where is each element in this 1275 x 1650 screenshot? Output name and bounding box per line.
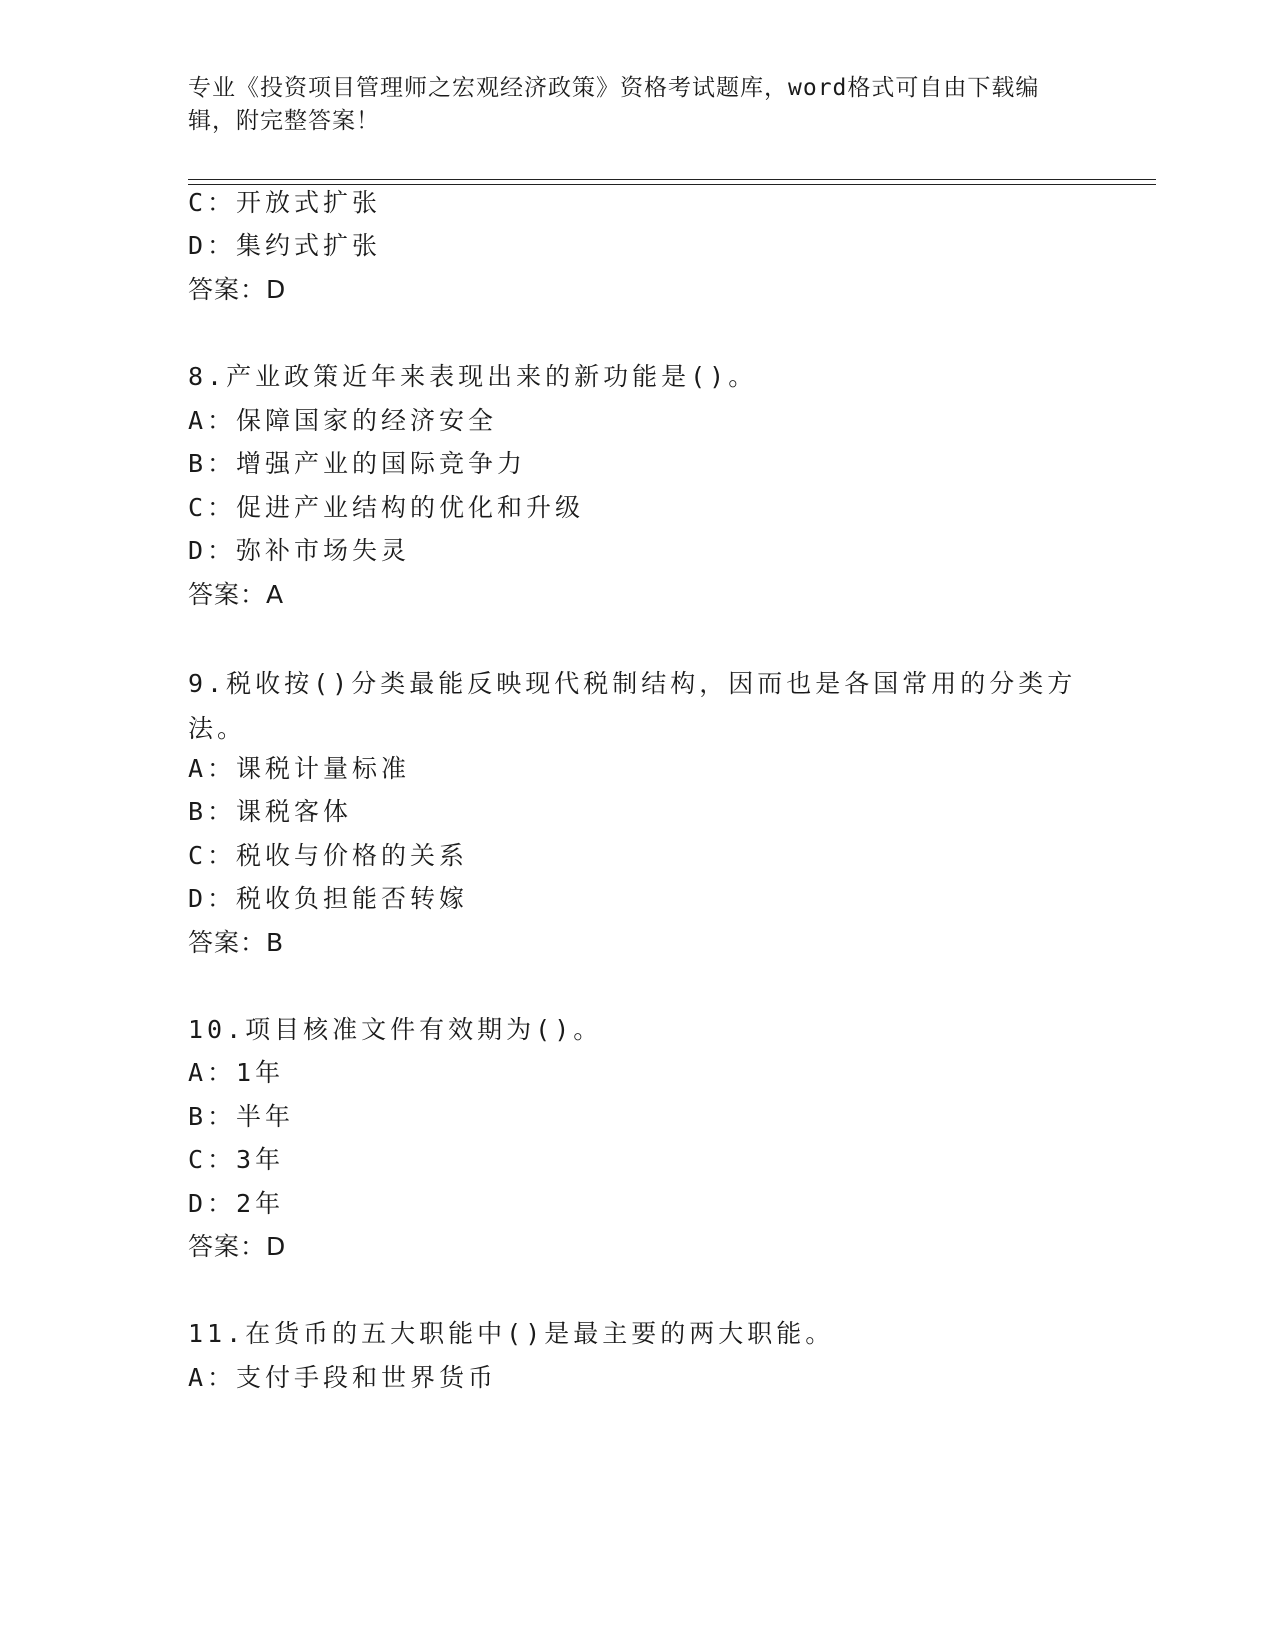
answer-label: 答案： bbox=[188, 580, 267, 609]
q7-option-c: C：开放式扩张 bbox=[188, 188, 382, 217]
answer-label: 答案： bbox=[188, 1232, 267, 1261]
q8-option-d: D：弥补市场失灵 bbox=[188, 536, 411, 565]
q9-option-c: C：税收与价格的关系 bbox=[188, 841, 469, 870]
q11-stem: 11.在货币的五大职能中()是最主要的两大职能。 bbox=[188, 1319, 835, 1348]
q11-option-a: A：支付手段和世界货币 bbox=[188, 1363, 498, 1392]
q9-option-d: D：税收负担能否转嫁 bbox=[188, 884, 469, 913]
answer-value: A bbox=[266, 580, 285, 609]
q8-option-c: C：促进产业结构的优化和升级 bbox=[188, 493, 585, 522]
header-text: 专业《投资项目管理师之宏观经济政策》资格考试题库，word格式可自由下载编辑，附完整答案！ bbox=[188, 75, 1040, 134]
q7-option-d: D：集约式扩张 bbox=[188, 231, 382, 260]
q9-option-b: B：课税客体 bbox=[188, 797, 353, 826]
q8-option-a: A：保障国家的经济安全 bbox=[188, 406, 498, 435]
header-divider-top bbox=[188, 179, 1156, 180]
q10-option-c: C：3年 bbox=[188, 1145, 285, 1174]
q8-option-b: B：增强产业的国际竞争力 bbox=[188, 449, 527, 478]
q9-answer bbox=[188, 926, 284, 960]
answer-value: B bbox=[266, 928, 285, 957]
answer-label: 答案： bbox=[188, 928, 267, 957]
q9-option-a: A：课税计量标准 bbox=[188, 754, 411, 783]
header-divider-bottom bbox=[188, 184, 1156, 185]
answer-label: 答案： bbox=[188, 275, 267, 304]
q8-answer bbox=[188, 578, 284, 612]
q10-option-d: D：2年 bbox=[188, 1189, 285, 1218]
q10-option-a: A：1年 bbox=[188, 1058, 285, 1087]
q10-stem: 10.项目核准文件有效期为()。 bbox=[188, 1015, 603, 1044]
answer-value: D bbox=[266, 275, 287, 304]
q7-answer bbox=[188, 273, 286, 307]
q9-stem: 9.税收按()分类最能反映现代税制结构，因而也是各国常用的分类方法。 bbox=[188, 669, 1077, 743]
q10-answer bbox=[188, 1230, 286, 1264]
q10-option-b: B：半年 bbox=[188, 1102, 295, 1131]
answer-value: D bbox=[266, 1232, 287, 1261]
q8-stem: 8.产业政策近年来表现出来的新功能是()。 bbox=[188, 362, 758, 391]
document-header bbox=[188, 72, 1078, 138]
